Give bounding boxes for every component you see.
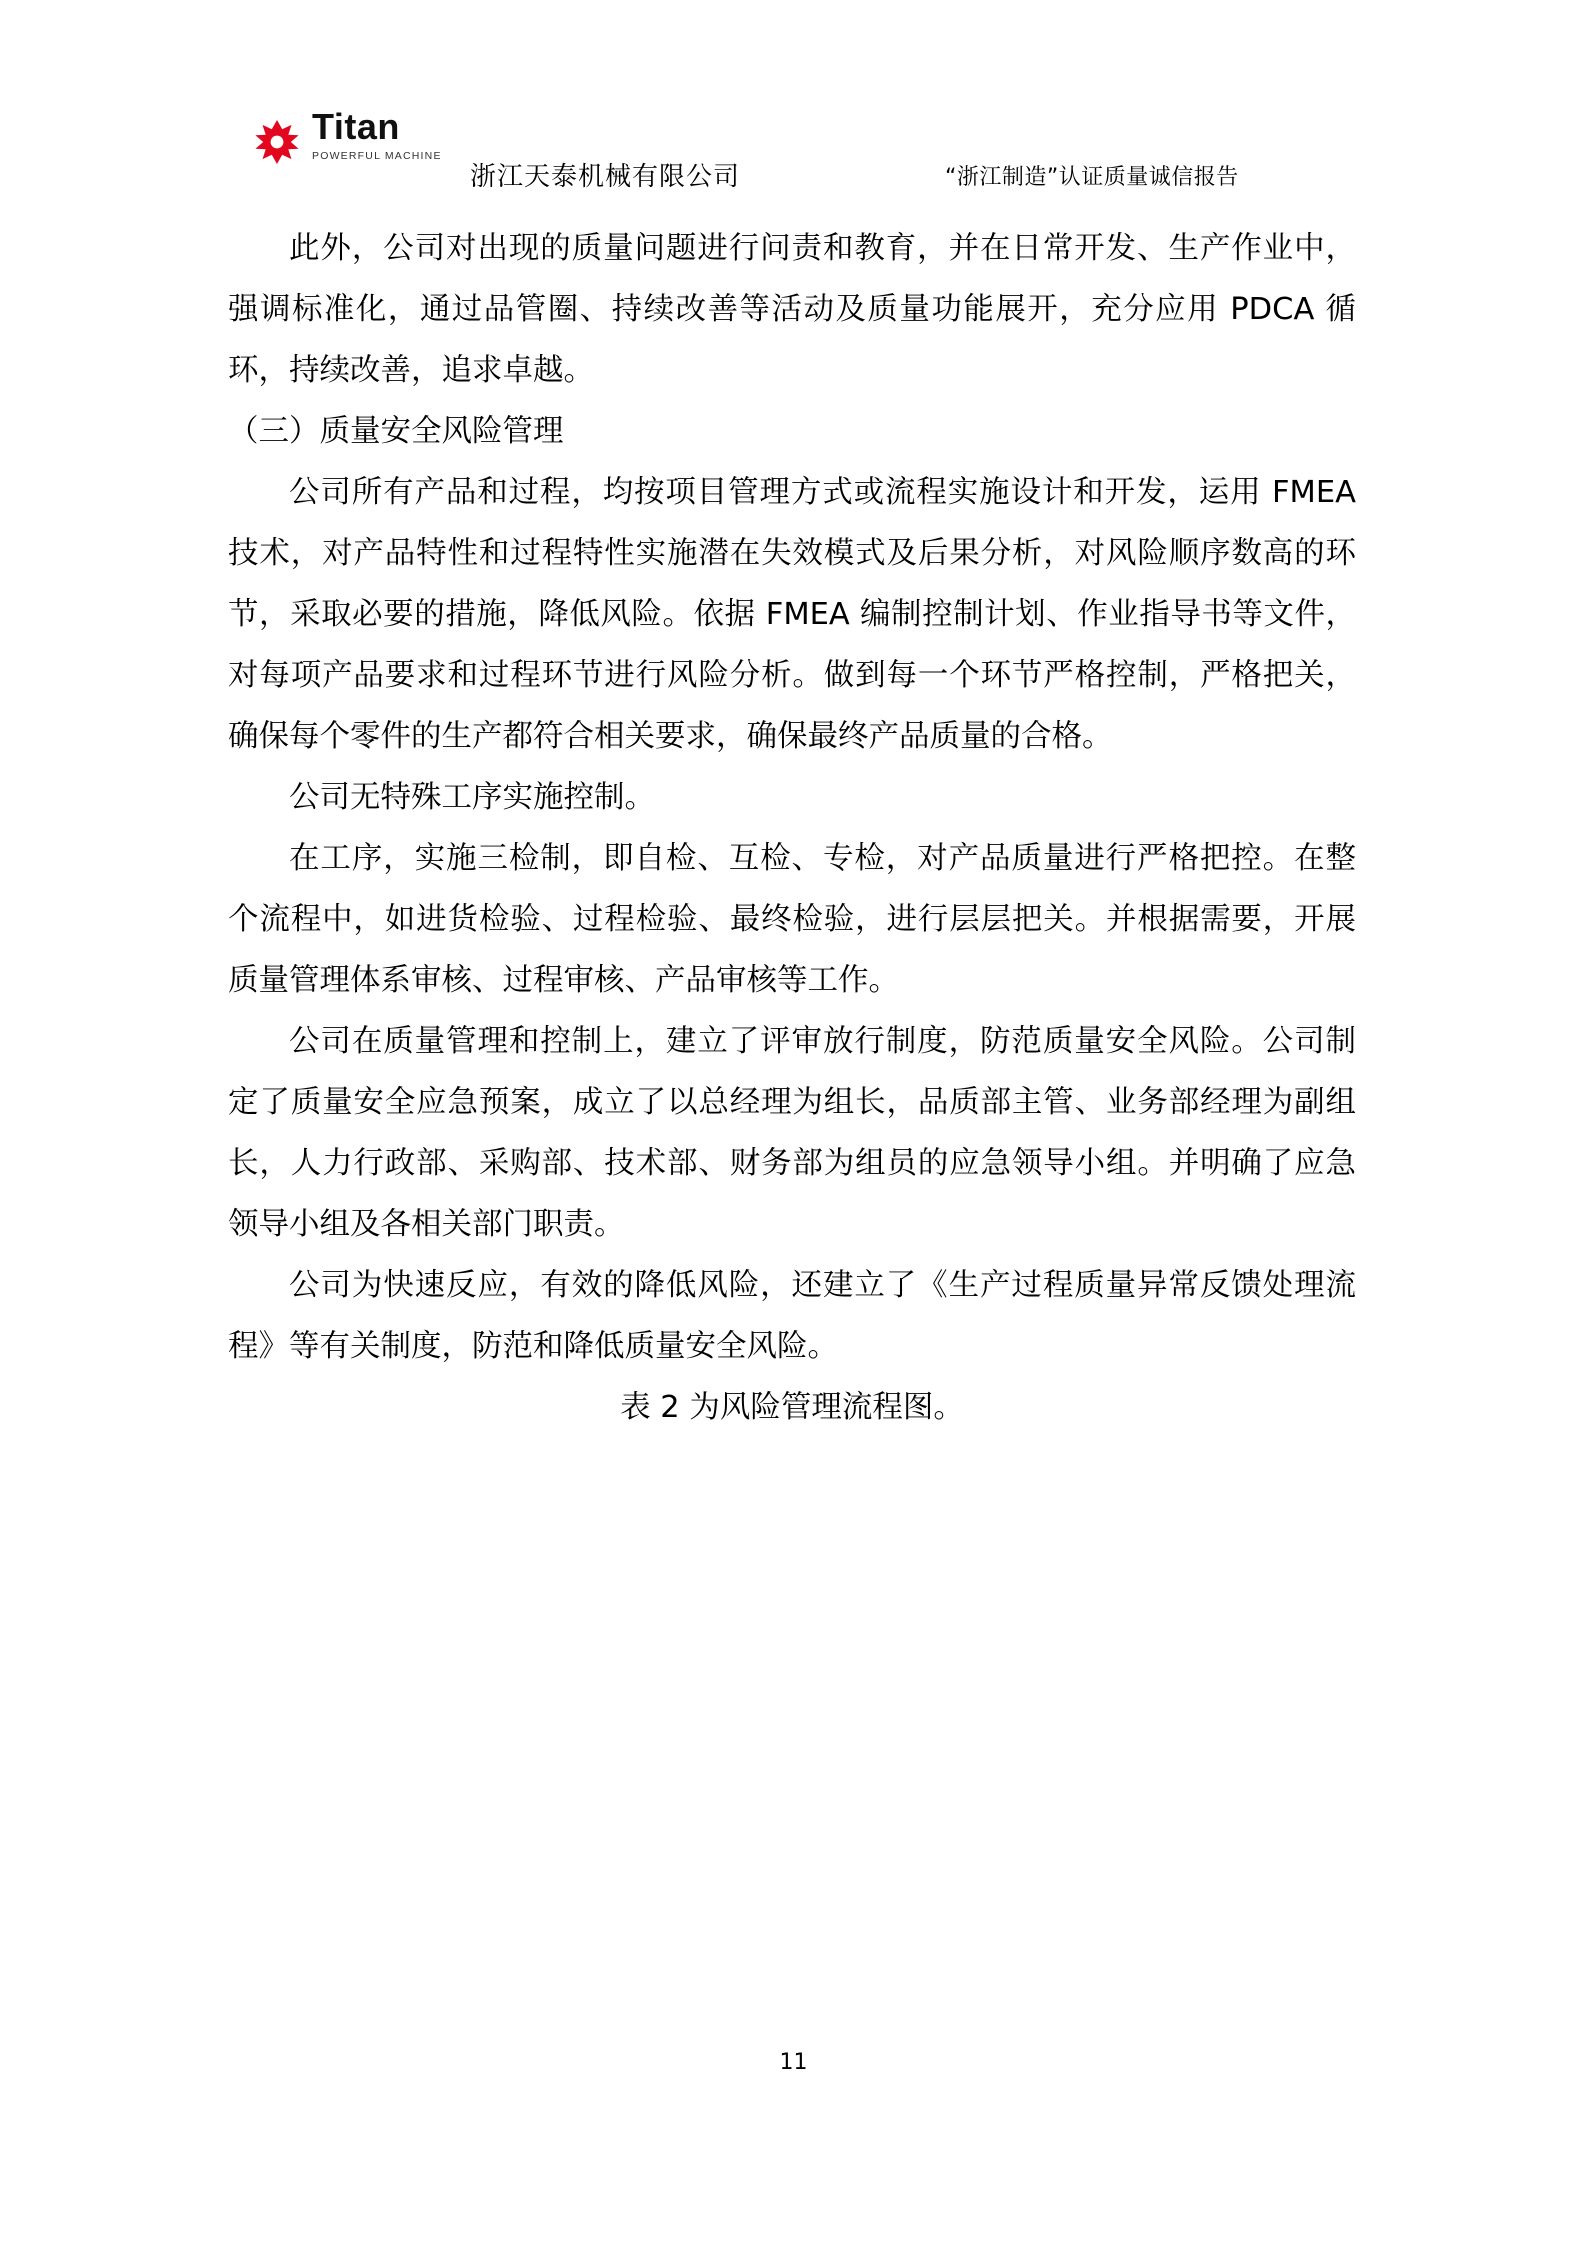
header-report-title: “浙江制造”认证质量诚信报告 [945,165,1239,190]
brand-text [312,108,442,162]
page-number: 11 [779,2050,808,2075]
figure-caption-reference: 表 2 为风险管理流程图。 [620,1390,964,1425]
brand-title: Titan [312,106,400,147]
gear-icon [250,112,304,166]
document-body [228,218,1356,1438]
paragraph: 公司为快速反应，有效的降低风险，还建立了《生产过程质量异常反馈处理流程》等有关制度，防范和降低质量安全风险。 [228,1268,1356,1364]
section-heading: （三）质量安全风险管理 [228,414,564,449]
brand-logo [250,108,442,166]
paragraph: 公司在质量管理和控制上，建立了评审放行制度，防范质量安全风险。公司制定了质量安全应急预案，成立了以总经理为组长，品质部主管、业务部经理为副组长，人力行政部、采购部、技术部、财务部为组员的应急领导小组。并明确了应急领导小组及各相关部门职责。 [228,1024,1356,1242]
brand-subtitle: POWERFUL MACHINE [312,150,442,162]
header-company-name: 浙江天泰机械有限公司 [470,162,741,192]
paragraph: 此外，公司对出现的质量问题进行问责和教育，并在日常开发、生产作业中，强调标准化，通过品管圈、持续改善等活动及质量功能展开，充分应用 PDCA 循环，持续改善，追求卓越。 [228,231,1356,388]
paragraph: 在工序，实施三检制，即自检、互检、专检，对产品质量进行严格把控。在整个流程中，如进货检验、过程检验、最终检验，进行层层把关。并根据需要，开展质量管理体系审核、过程审核、产品审核等工作。 [228,841,1356,998]
page-header [0,108,1587,208]
paragraph: 公司无特殊工序实施控制。 [289,780,655,815]
paragraph: 公司所有产品和过程，均按项目管理方式或流程实施设计和开发，运用 FMEA 技术，对产品特性和过程特性实施潜在失效模式及后果分析，对风险顺序数高的环节，采取必要的措施，降低风险。依据 FMEA 编制控制计划、作业指导书等文件，对每项产品要求和过程环节进行风险分析。做到每一个环节严格控制，严格把关，确保每个零件的生产都符合相关要求，确保最终产品质量的合格。 [228,475,1356,754]
